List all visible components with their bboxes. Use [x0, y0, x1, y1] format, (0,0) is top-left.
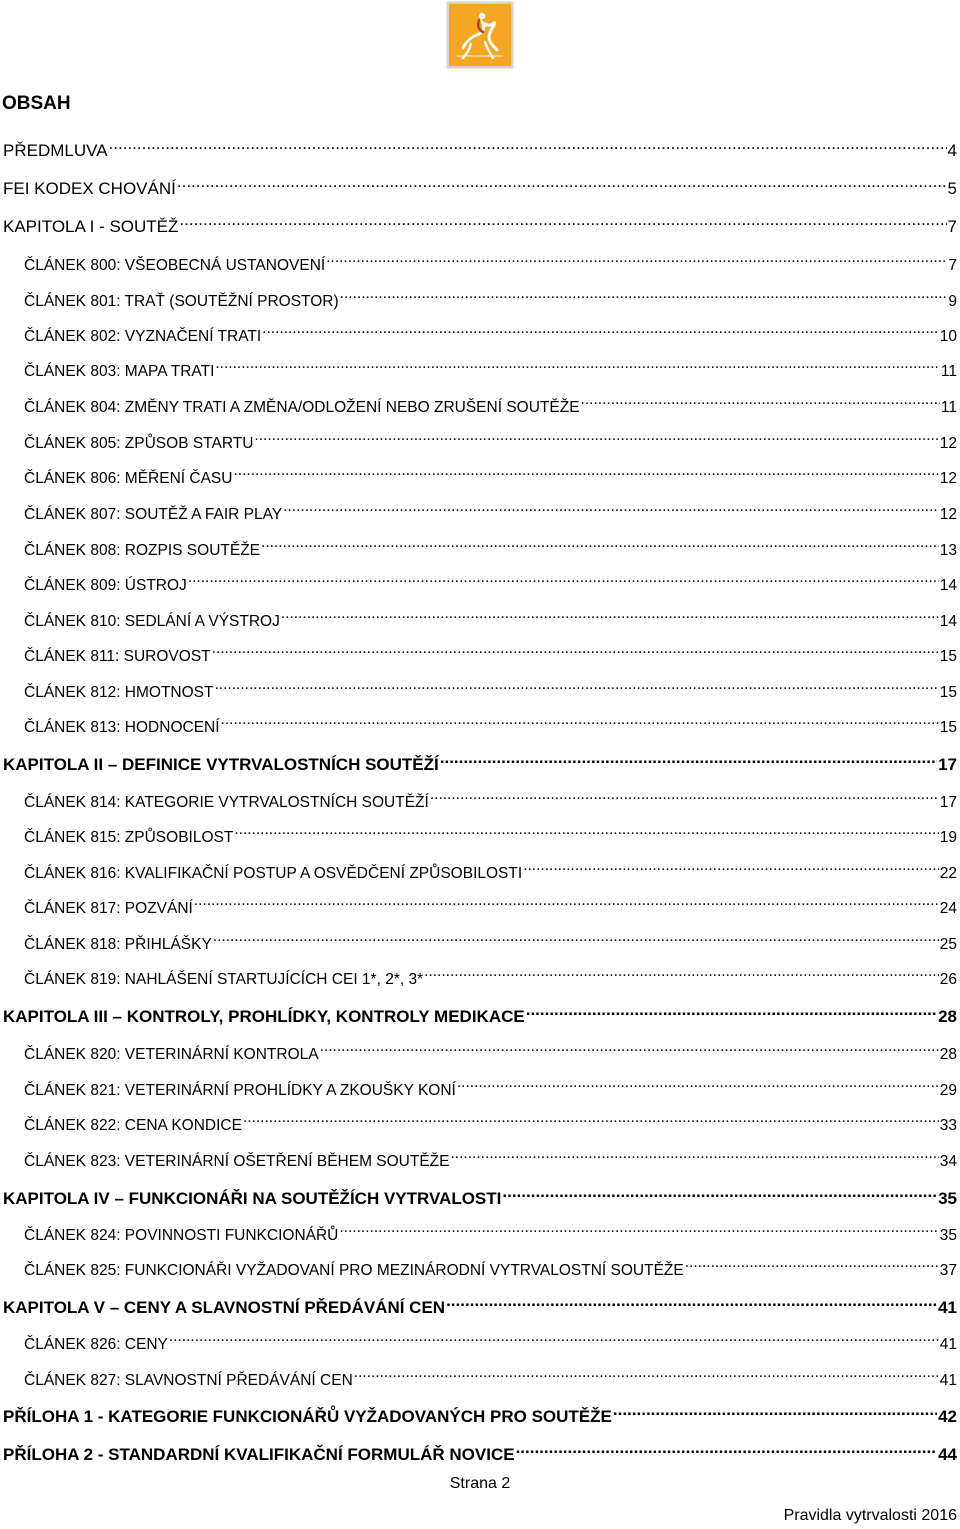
- toc-entry-title: KAPITOLA II – DEFINICE VYTRVALOSTNÍCH SOUTĚŽÍ: [3, 755, 439, 774]
- toc-dot-leader: [581, 388, 940, 412]
- toc-entry-title: ČLÁNEK 806: MĚŘENÍ ČASU: [24, 470, 233, 487]
- toc-dot-leader: [179, 208, 946, 232]
- toc-entry-page-number: 25: [939, 936, 957, 953]
- toc-entry-page-number: 15: [939, 648, 957, 665]
- toc-entry-page-number: 26: [939, 971, 957, 988]
- toc-entry-page-number: 14: [939, 613, 957, 630]
- toc-entry-page-number: 35: [939, 1227, 957, 1244]
- toc-article-link[interactable]: [24, 960, 957, 988]
- toc-entry-title: ČLÁNEK 818: PŘIHLÁŠKY: [24, 936, 212, 953]
- toc-article-link[interactable]: [24, 495, 957, 523]
- toc-article-link[interactable]: [24, 282, 957, 310]
- toc-article-link[interactable]: [24, 317, 957, 345]
- toc-entry-title: PŘÍLOHA 2 - STANDARDNÍ KVALIFIKAČNÍ FORMULÁŘ NOVICE: [3, 1445, 515, 1464]
- toc-chapter-link[interactable]: [3, 1436, 957, 1464]
- toc-entry-page-number: 14: [939, 577, 957, 594]
- toc-entry-page-number: 11: [940, 363, 957, 380]
- toc-dot-leader: [281, 602, 939, 626]
- toc-entry-title: ČLÁNEK 801: TRAŤ (SOUTĚŽNÍ PROSTOR): [24, 293, 339, 310]
- toc-entry-page-number: 28: [939, 1046, 957, 1063]
- toc-entry-page-number: 17: [938, 755, 957, 774]
- toc-entry-page-number: 15: [939, 719, 957, 736]
- toc-chapter-link[interactable]: [3, 1398, 957, 1426]
- toc-dot-leader: [212, 637, 939, 661]
- toc-dot-leader: [109, 132, 947, 156]
- toc-entry-title: ČLÁNEK 811: SUROVOST: [24, 648, 211, 665]
- toc-chapter-link[interactable]: [3, 1180, 957, 1208]
- toc-entry-page-number: 22: [939, 865, 957, 882]
- toc-dot-leader: [424, 960, 939, 984]
- toc-entry-page-number: 28: [938, 1007, 957, 1026]
- toc-entry-title: ČLÁNEK 822: CENA KONDICE: [24, 1117, 242, 1134]
- toc-entry-page-number: 12: [939, 435, 957, 452]
- toc-dot-leader: [326, 246, 947, 270]
- toc-entry-title: ČLÁNEK 819: NAHLÁŠENÍ STARTUJÍCÍCH CEI 1*, 2*, 3*: [24, 971, 424, 988]
- toc-dot-leader: [440, 746, 937, 770]
- toc-dot-leader: [523, 854, 939, 878]
- toc-dot-leader: [177, 170, 947, 194]
- toc-entry-title: ČLÁNEK 810: SEDLÁNÍ A VÝSTROJ: [24, 613, 280, 630]
- toc-dot-leader: [221, 708, 939, 732]
- toc-entry-title: ČLÁNEK 824: POVINNOSTI FUNKCIONÁŘŮ: [24, 1227, 339, 1244]
- federation-logo: [447, 2, 513, 68]
- toc-entry-title: ČLÁNEK 807: SOUTĚŽ A FAIR PLAY: [24, 506, 283, 523]
- toc-article-link[interactable]: [24, 352, 957, 380]
- toc-article-link[interactable]: [24, 1361, 957, 1389]
- toc-entry-title: ČLÁNEK 808: ROZPIS SOUTĚŽE: [24, 542, 261, 559]
- toc-dot-leader: [502, 1180, 937, 1204]
- toc-article-link[interactable]: [24, 424, 957, 452]
- toc-dot-leader: [340, 282, 948, 306]
- toc-entry-page-number: 33: [939, 1117, 957, 1134]
- toc-entry-title: ČLÁNEK 825: FUNKCIONÁŘI VYŽADOVANÍ PRO MEZINÁRODNÍ VYTRVALOSTNÍ SOUTĚŽE: [24, 1262, 684, 1279]
- toc-entry-page-number: 42: [938, 1407, 957, 1426]
- toc-article-link[interactable]: [24, 246, 957, 274]
- toc-dot-leader: [234, 818, 938, 842]
- toc-entry-title: ČLÁNEK 820: VETERINÁRNÍ KONTROLA: [24, 1046, 319, 1063]
- toc-dot-leader: [243, 1106, 939, 1130]
- toc-entry-title: FEI KODEX CHOVÁNÍ: [3, 179, 176, 198]
- toc-entry-page-number: 19: [939, 829, 957, 846]
- toc-entry-page-number: 7: [947, 217, 957, 236]
- toc-entry-page-number: 5: [947, 179, 957, 198]
- toc-dot-leader: [451, 1142, 939, 1166]
- toc-article-link[interactable]: [24, 1216, 957, 1244]
- toc-dot-leader: [516, 1436, 938, 1460]
- toc-entry-page-number: 44: [938, 1445, 957, 1464]
- toc-entry-title: ČLÁNEK 823: VETERINÁRNÍ OŠETŘENÍ BĚHEM SOUTĚŽE: [24, 1153, 450, 1170]
- horse-rider-logo-icon: [449, 4, 511, 66]
- toc-entry-page-number: 35: [938, 1189, 957, 1208]
- toc-dot-leader: [430, 783, 939, 807]
- toc-entry-title: ČLÁNEK 826: CENY: [24, 1336, 168, 1353]
- toc-article-link[interactable]: [24, 531, 957, 559]
- toc-entry-title: ČLÁNEK 814: KATEGORIE VYTRVALOSTNÍCH SOUTĚŽÍ: [24, 794, 429, 811]
- toc-dot-leader: [213, 925, 939, 949]
- toc-entry-title: ČLÁNEK 802: VYZNAČENÍ TRATI: [24, 328, 262, 345]
- toc-dot-leader: [526, 998, 937, 1022]
- toc-dot-leader: [613, 1398, 937, 1422]
- toc-entry-title: ČLÁNEK 817: POZVÁNÍ: [24, 900, 193, 917]
- toc-article-link[interactable]: [24, 783, 957, 811]
- toc-article-link[interactable]: [24, 459, 957, 487]
- toc-dot-leader: [215, 352, 940, 376]
- toc-dot-leader: [457, 1071, 939, 1095]
- toc-chapter-link[interactable]: [3, 208, 957, 236]
- toc-heading: OBSAH: [2, 93, 71, 114]
- toc-article-link[interactable]: [24, 854, 957, 882]
- toc-dot-leader: [261, 531, 939, 555]
- toc-entry-page-number: 41: [938, 1298, 957, 1317]
- document-title: Pravidla vytrvalosti 2016: [783, 1507, 957, 1524]
- toc-entry-page-number: 24: [939, 900, 957, 917]
- toc-entry-page-number: 17: [939, 794, 957, 811]
- toc-article-link[interactable]: [24, 708, 957, 736]
- toc-entry-page-number: 11: [940, 399, 957, 416]
- toc-dot-leader: [283, 495, 939, 519]
- toc-article-link[interactable]: [24, 637, 957, 665]
- toc-entry-page-number: 41: [939, 1372, 957, 1389]
- toc-entry-title: KAPITOLA III – KONTROLY, PROHLÍDKY, KONTROLY MEDIKACE: [3, 1007, 525, 1026]
- toc-entry-page-number: 15: [939, 684, 957, 701]
- toc-entry-title: ČLÁNEK 821: VETERINÁRNÍ PROHLÍDKY A ZKOUŠKY KONÍ: [24, 1082, 456, 1099]
- toc-dot-leader: [169, 1325, 939, 1349]
- toc-article-link[interactable]: [24, 566, 957, 594]
- toc-entry-title: ČLÁNEK 816: KVALIFIKAČNÍ POSTUP A OSVĚDČENÍ ZPŮSOBILOSTI: [24, 865, 523, 882]
- toc-dot-leader: [233, 459, 938, 483]
- toc-dot-leader: [685, 1251, 939, 1275]
- toc-chapter-link[interactable]: [3, 170, 957, 198]
- toc-dot-leader: [446, 1289, 937, 1313]
- page-number: Strana 2: [449, 1475, 511, 1492]
- toc-article-link[interactable]: [24, 925, 957, 953]
- toc-entry-page-number: 37: [939, 1262, 957, 1279]
- toc-dot-leader: [320, 1035, 939, 1059]
- toc-chapter-link[interactable]: [3, 132, 957, 160]
- toc-entry-title: ČLÁNEK 813: HODNOCENÍ: [24, 719, 220, 736]
- toc-article-link[interactable]: [24, 1035, 957, 1063]
- toc-article-link[interactable]: [24, 602, 957, 630]
- toc-article-link[interactable]: [24, 1325, 957, 1353]
- toc-entry-title: KAPITOLA IV – FUNKCIONÁŘI NA SOUTĚŽÍCH VYTRVALOSTI: [3, 1189, 502, 1208]
- toc-entry-title: PŘÍLOHA 1 - KATEGORIE FUNKCIONÁŘŮ VYŽADOVANÝCH PRO SOUTĚŽE: [3, 1407, 612, 1426]
- toc-dot-leader: [194, 889, 939, 913]
- toc-entry-title: KAPITOLA I - SOUTĚŽ: [3, 217, 179, 236]
- toc-entry-page-number: 13: [939, 542, 957, 559]
- toc-entry-page-number: 34: [939, 1153, 957, 1170]
- toc-article-link[interactable]: [24, 1071, 957, 1099]
- toc-entry-page-number: 10: [939, 328, 957, 345]
- toc-article-link[interactable]: [24, 1106, 957, 1134]
- toc-entry-title: ČLÁNEK 809: ÚSTROJ: [24, 577, 187, 594]
- toc-article-link[interactable]: [24, 388, 957, 416]
- toc-entry-title: ČLÁNEK 812: HMOTNOST: [24, 684, 214, 701]
- toc-dot-leader: [215, 673, 939, 697]
- toc-chapter-link[interactable]: [3, 998, 957, 1026]
- toc-article-link[interactable]: [24, 1142, 957, 1170]
- toc-entry-page-number: 4: [947, 141, 957, 160]
- toc-dot-leader: [262, 317, 939, 341]
- toc-article-link[interactable]: [24, 673, 957, 701]
- toc-entry-title: KAPITOLA V – CENY A SLAVNOSTNÍ PŘEDÁVÁNÍ CEN: [3, 1298, 446, 1317]
- toc-entry-title: ČLÁNEK 815: ZPŮSOBILOST: [24, 829, 234, 846]
- toc-article-link[interactable]: [24, 889, 957, 917]
- toc-chapter-link[interactable]: [3, 746, 957, 774]
- toc-entry-page-number: 12: [939, 470, 957, 487]
- toc-article-link[interactable]: [24, 818, 957, 846]
- toc-entry-page-number: 9: [948, 293, 957, 310]
- toc-entry-title: ČLÁNEK 805: ZPŮSOB STARTU: [24, 435, 254, 452]
- toc-entry-title: PŘEDMLUVA: [3, 141, 108, 160]
- toc-entry-title: ČLÁNEK 804: ZMĚNY TRATI A ZMĚNA/ODLOŽENÍ NEBO ZRUŠENÍ SOUTĚŽE: [24, 399, 580, 416]
- toc-entry-page-number: 29: [939, 1082, 957, 1099]
- toc-entry-title: ČLÁNEK 800: VŠEOBECNÁ USTANOVENÍ: [24, 257, 326, 274]
- toc-dot-leader: [254, 424, 938, 448]
- toc-dot-leader: [188, 566, 939, 590]
- toc-entry-page-number: 12: [939, 506, 957, 523]
- toc-article-link[interactable]: [24, 1251, 957, 1279]
- toc-dot-leader: [339, 1216, 938, 1240]
- toc-entry-page-number: 7: [948, 257, 957, 274]
- toc-entry-title: ČLÁNEK 827: SLAVNOSTNÍ PŘEDÁVÁNÍ CEN: [24, 1372, 353, 1389]
- toc-entry-title: ČLÁNEK 803: MAPA TRATI: [24, 363, 215, 380]
- toc-entry-page-number: 41: [939, 1336, 957, 1353]
- toc-chapter-link[interactable]: [3, 1289, 957, 1317]
- toc-dot-leader: [354, 1361, 939, 1385]
